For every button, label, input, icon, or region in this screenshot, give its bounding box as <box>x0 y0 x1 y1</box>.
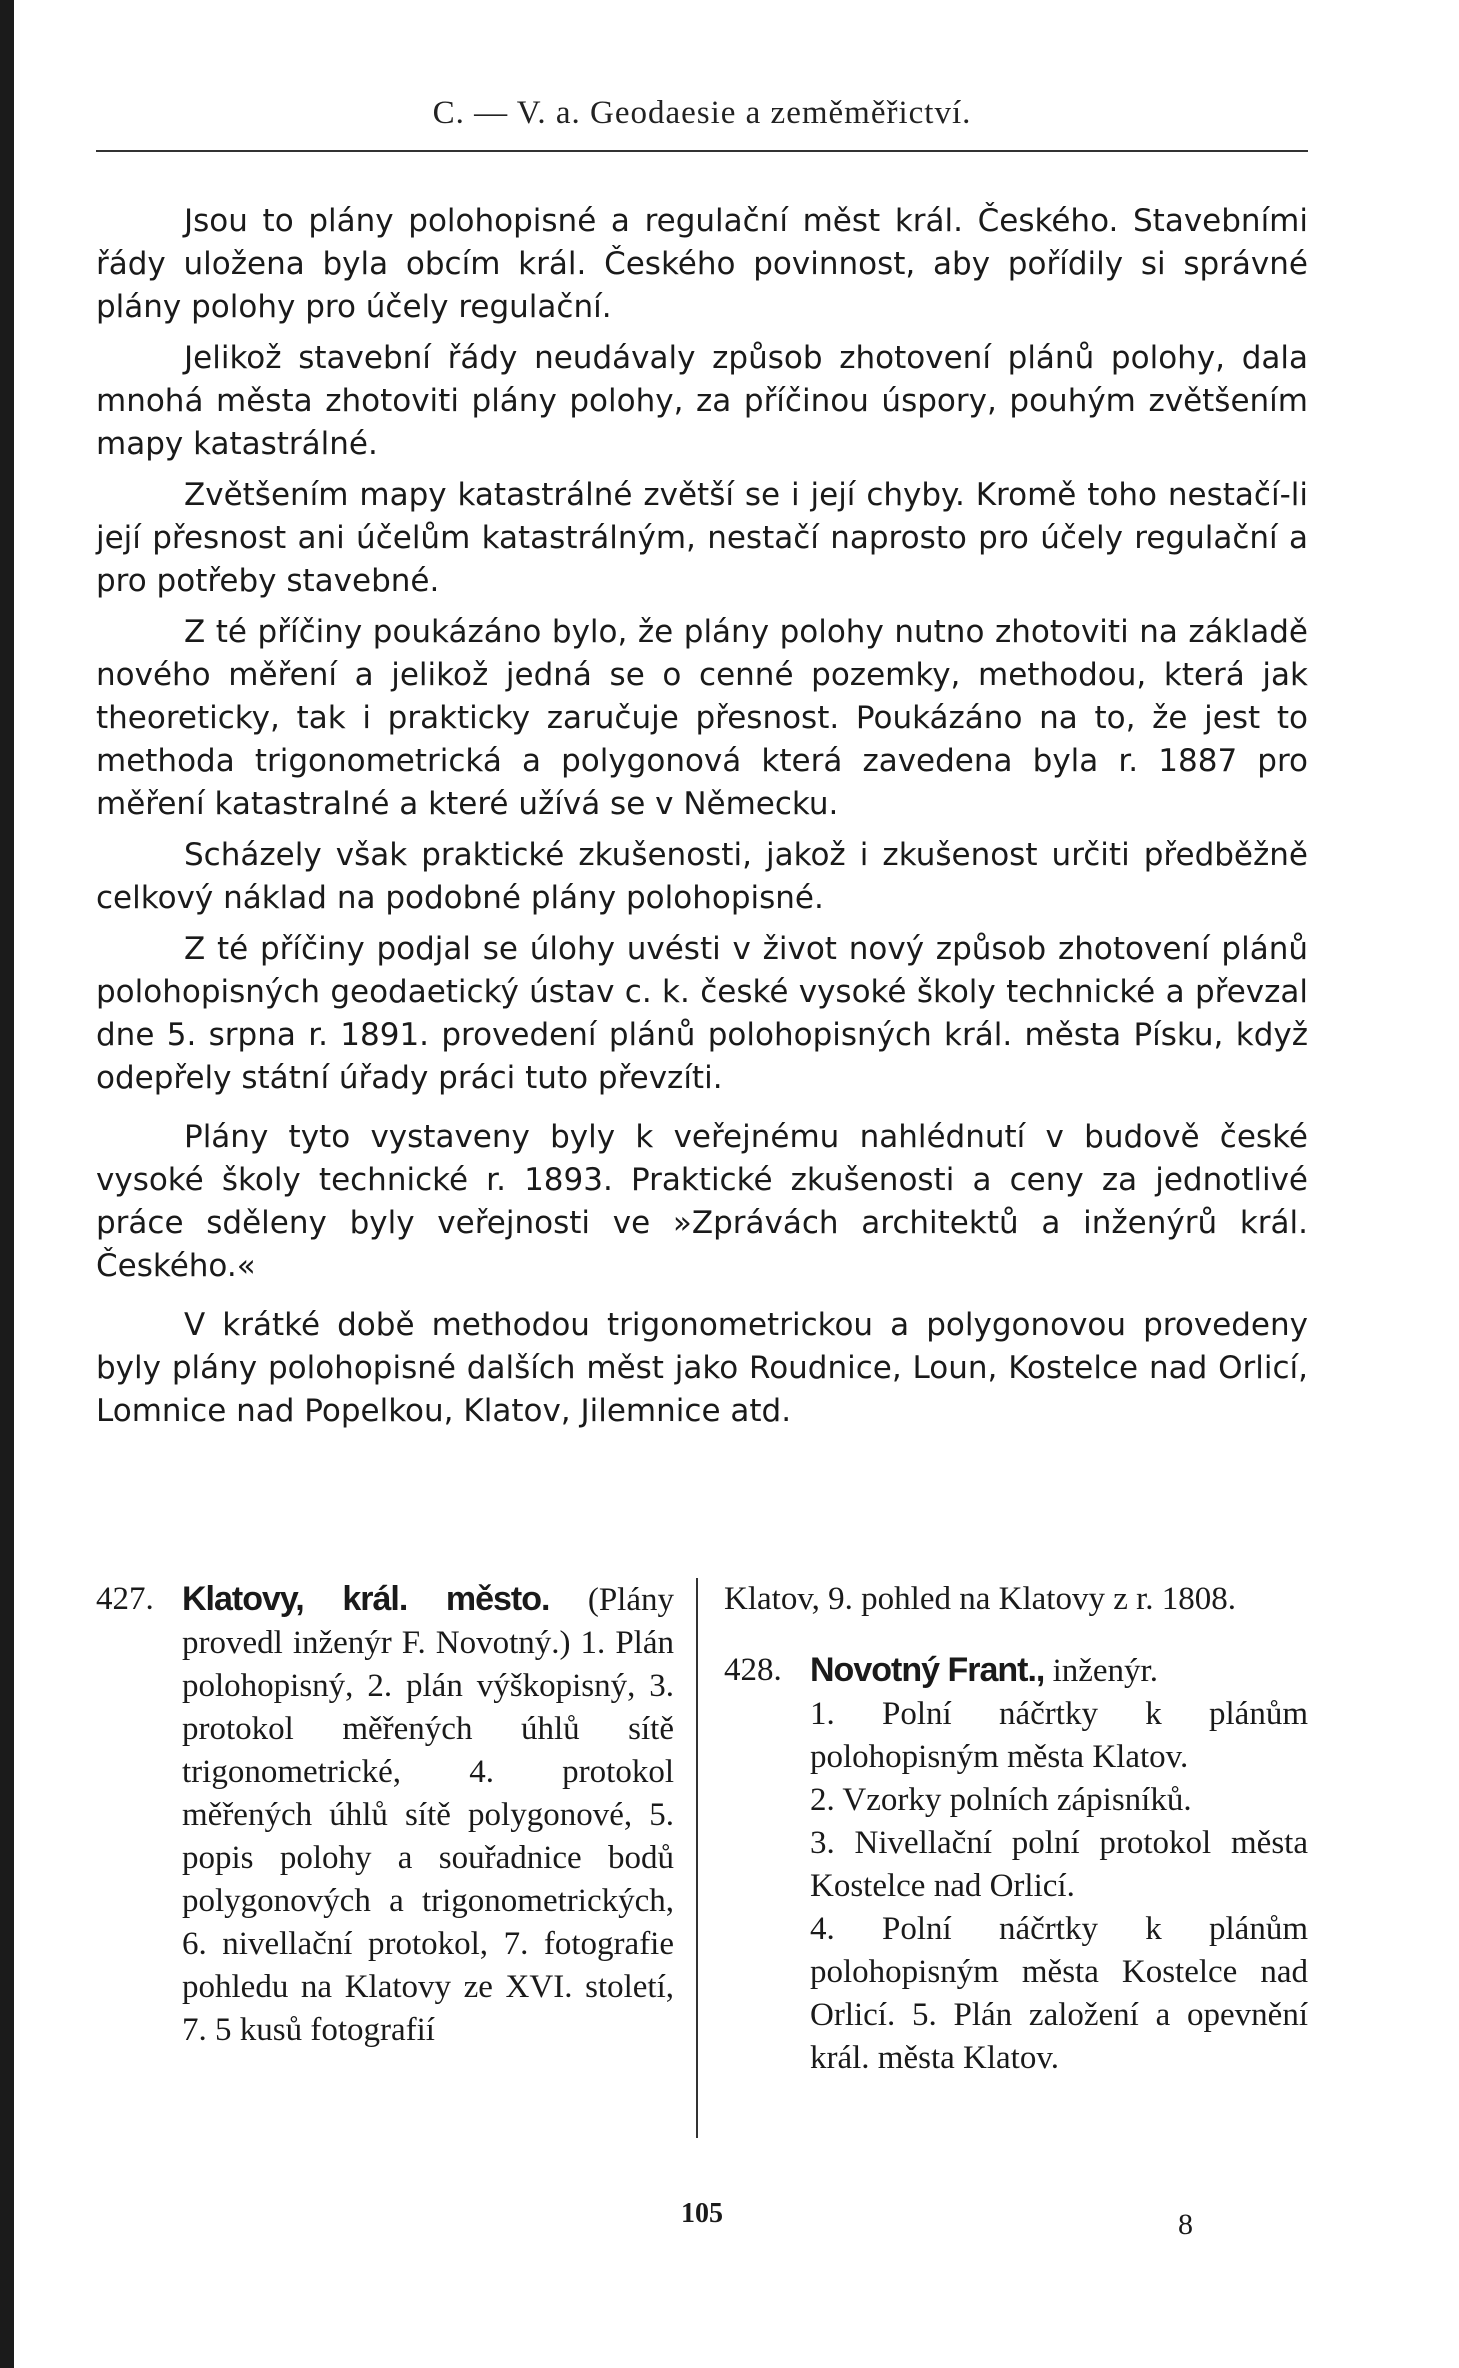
entry-number: 428. <box>724 1652 782 1688</box>
entry-427 <box>96 1578 674 2052</box>
paragraph: Zvětšením mapy katastrálné zvětší se i její chyby. Kromě toho nestačí-li její přesnost ani účelům katastrálným, nestačí naprosto pro účely regulační a pro potřeby stavebné. <box>96 477 1308 599</box>
entry-item: 1. Polní náčrtky k plánům polohopisným města Klatov. <box>810 1696 1308 1775</box>
entry-text: (Plány provedl inženýr F. Novotný.) 1. Plán polohopisný, 2. plán výškopisný, 3. protokol měřených úhlů sítě trigonometrické, 4. protokol měřených úhlů sítě polygonové, 5. popis polohy a souřadnice bodů polygonových a trigonometrických, 6. nivellační protokol, 7. fotografie pohledu na Klatovy ze XVI. století, 7. 5 kusů fotografií <box>182 1582 674 2048</box>
spacer <box>724 1621 1308 1649</box>
paragraph: Jelikož stavební řády neudávaly způsob zhotovení plánů polohy, dala mnohá města zhotoviti plány polohy, za příčinou úspory, pouhým zvětšením mapy katastrálné. <box>96 340 1308 462</box>
entry-number: 427. <box>96 1581 154 1617</box>
entry-item: 3. Nivellační polní protokol města Kostelce nad Orlicí. <box>810 1825 1308 1904</box>
column-left <box>96 1578 674 2052</box>
paragraph: Scházely však praktické zkušenosti, jakož i zkušenost určiti předběžně celkový náklad na podobné plány polohopisné. <box>96 837 1308 916</box>
entry-body <box>810 1649 1308 2080</box>
paragraph: Z té příčiny podjal se úlohy uvésti v život nový způsob zhotovení plánů polohopisných geodaetický ústav c. k. české vysoké školy technické a převzal dne 5. srpna r. 1891. provedení plánů polohopisných král. města Písku, když odepřely státní úřady práci tuto převzíti. <box>96 931 1308 1096</box>
paragraph: Z té příčiny poukázáno bylo, že plány polohy nutno zhotoviti na základě nového měření a jelikož jedná se o cenné pozemky, methodou, která jak theoreticky, tak i prakticky zaručuje přesnost. Poukázáno na to, že jest to methoda trigonometrická a polygonová která zavedena byla r. 1887 pro měření katastralné a které užívá se v Německu. <box>96 614 1308 822</box>
entry-title: Novotný Frant., <box>810 1651 1045 1689</box>
entry-427-continuation: Klatov, 9. pohled na Klatovy z r. 1808. <box>724 1581 1237 1617</box>
page-number: 105 <box>681 2198 723 2229</box>
document-page <box>96 0 1308 2368</box>
entry-body <box>182 1578 674 2052</box>
running-head: C. — V. a. Geodaesie a zeměměřictví. <box>432 95 972 131</box>
entry-role: inženýr. <box>1052 1653 1158 1689</box>
entry-item: 4. Polní náčrtky k plánům polohopisným města Kostelce nad Orlicí. 5. Plán založení a opevnění král. města Klatov. <box>810 1911 1308 2076</box>
paragraph: V krátké době methodou trigonometrickou a polygonovou provedeny byly plány polohopisné dalších měst jako Roudnice, Loun, Kostelce nad Orlicí, Lomnice nad Popelkou, Klatov, Jilemnice atd. <box>96 1307 1308 1429</box>
body-text <box>96 200 1308 1441</box>
paragraph: Plány tyto vystaveny byly k veřejnému nahlédnutí v budově české vysoké školy technické r. 1893. Praktické zkušenosti a ceny za jednotlivé práce sděleny byly veřejnosti ve »Zprávách architektů a inženýrů král. Českého.« <box>96 1119 1308 1284</box>
column-rule <box>696 1578 698 2138</box>
entry-item: 2. Vzorky polních zápisníků. <box>810 1782 1192 1818</box>
entry-428 <box>724 1649 1308 2080</box>
head-rule <box>96 150 1308 152</box>
paragraph: Jsou to plány polohopisné a regulační měst král. Českého. Stavebními řády uložena byla obcím král. Českého povinnost, aby pořídily si správné plány polohy pro účely regulační. <box>96 203 1308 325</box>
entry-title: Klatovy, král. město. <box>182 1580 550 1618</box>
scan-edge <box>0 0 14 2368</box>
signature-mark: 8 <box>1178 2208 1193 2241</box>
column-right <box>724 1578 1308 2080</box>
